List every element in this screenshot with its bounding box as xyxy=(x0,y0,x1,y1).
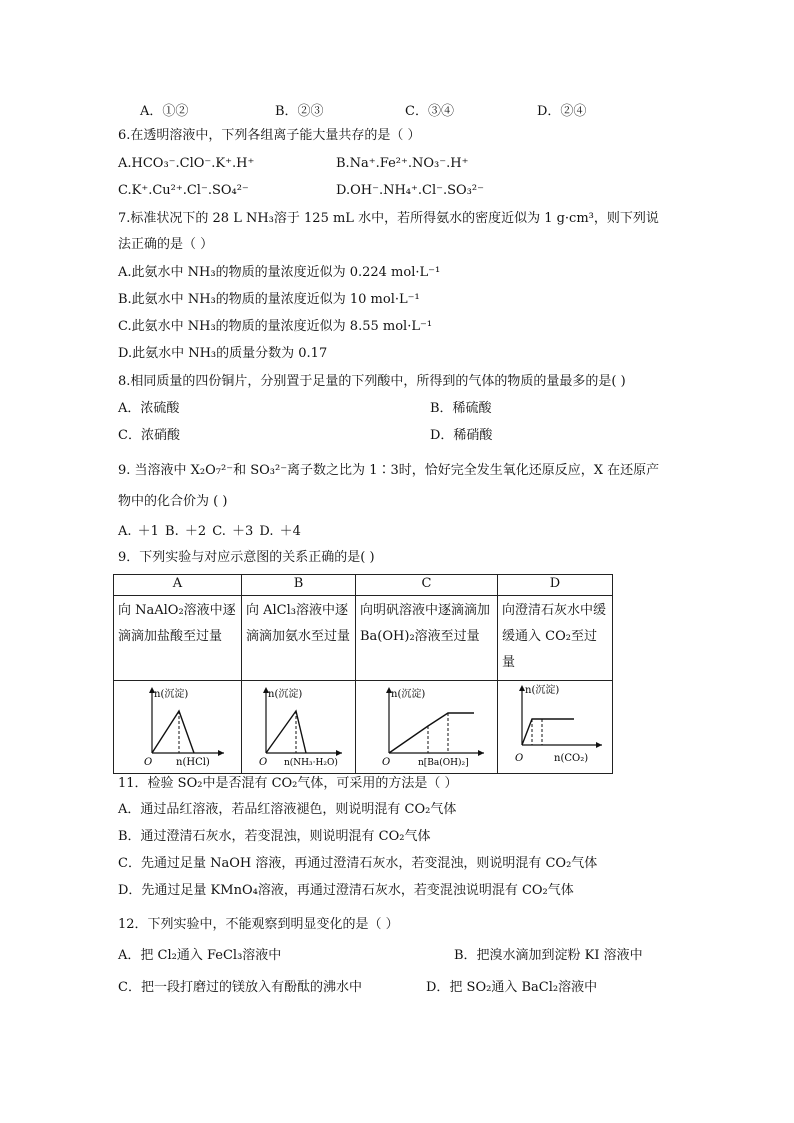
q8-option-d: D．稀硝酸 xyxy=(430,428,493,443)
q7-option-c: C.此氨水中 NH₃的物质的量浓度近似为 8.55 mol·L⁻¹ xyxy=(118,319,433,334)
graph-a-curve xyxy=(152,711,194,753)
q9a-options: A. ＋1 B. ＋2 C. ＋3 D. ＋4 xyxy=(118,524,301,539)
table-header-d: D xyxy=(498,575,613,596)
q12-option-c: C．把一段打磨过的镁放入有酚酞的沸水中 xyxy=(118,980,362,995)
q9a-stem-line1: 9. 当溶液中 X₂O₇²⁻和 SO₃²⁻离子数之比为 1∶3时，恰好完全发生氧化还原反应，X 在还原产 xyxy=(118,463,660,478)
q7-stem-line2: 法正确的是（ ） xyxy=(118,237,214,252)
q9a-stem-line2: 物中的化合价为 ( ) xyxy=(118,494,228,509)
table-desc-a: 向 NaAlO₂溶液中逐滴滴加盐酸至过量 xyxy=(114,596,242,681)
q6-option-b: B.Na⁺.Fe²⁺.NO₃⁻.H⁺ xyxy=(336,156,469,171)
graph-d-x-label: n(CO₂) xyxy=(554,753,589,764)
graph-b-curve xyxy=(266,711,306,753)
graph-d-cell xyxy=(498,681,613,774)
graph-c-cell xyxy=(356,681,498,774)
q11-option-d: D．先通过足量 KMnO₄溶液，再通过澄清石灰水，若变混浊说明混有 CO₂气体 xyxy=(118,883,574,898)
graph-c-y-label: n(沉淀) xyxy=(391,689,426,700)
graph-c-x-arrow xyxy=(478,750,484,756)
q11-stem: 11．检验 SO₂中是否混有 CO₂气体，可采用的方法是（ ） xyxy=(118,776,458,791)
table-desc-c: 向明矾溶液中逐滴滴加 Ba(OH)₂溶液至过量 xyxy=(356,596,498,681)
q6-option-d: D.OH⁻.NH₄⁺.Cl⁻.SO₃²⁻ xyxy=(336,183,484,198)
graph-c xyxy=(356,681,497,769)
graph-c-origin: O xyxy=(382,757,391,768)
graph-b xyxy=(242,681,355,769)
graph-a-origin: O xyxy=(144,757,153,768)
q8-option-b: B．稀硫酸 xyxy=(430,401,492,416)
q12-option-a: A．把 Cl₂通入 FeCl₃溶液中 xyxy=(118,948,282,963)
q8-option-c: C．浓硝酸 xyxy=(118,428,180,443)
graph-b-x-arrow xyxy=(336,750,342,756)
table-header-c: C xyxy=(356,575,498,596)
q8-option-a: A．浓硫酸 xyxy=(118,401,180,416)
table-header-b: B xyxy=(242,575,356,596)
q9b-stem: 9．下列实验与对应示意图的关系正确的是( ) xyxy=(118,550,375,565)
q12-option-d: D．把 SO₂通入 BaCl₂溶液中 xyxy=(426,980,598,995)
q6-stem: 6.在透明溶液中，下列各组离子能大量共存的是（ ） xyxy=(118,128,421,143)
q7-option-b: B.此氨水中 NH₃的物质的量浓度近似为 10 mol·L⁻¹ xyxy=(118,292,420,307)
graph-b-y-label: n(沉淀) xyxy=(268,689,303,700)
graph-d xyxy=(498,681,612,769)
q6-option-a: A.HCO₃⁻.ClO⁻.K⁺.H⁺ xyxy=(118,156,255,171)
q11-option-a: A．通过品红溶液，若品红溶液褪色，则说明混有 CO₂气体 xyxy=(118,802,457,817)
q7-option-a: A.此氨水中 NH₃的物质的量浓度近似为 0.224 mol·L⁻¹ xyxy=(118,265,441,280)
option-a: A．①② xyxy=(140,104,189,119)
q12-stem: 12．下列实验中，不能观察到明显变化的是（ ） xyxy=(118,917,399,932)
graph-a xyxy=(114,681,241,769)
graph-d-x-arrow xyxy=(596,742,602,748)
option-d: D．②④ xyxy=(537,104,587,119)
graph-d-origin: O xyxy=(515,753,524,764)
q11-option-b: B．通过澄清石灰水，若变混浊，则说明混有 CO₂气体 xyxy=(118,829,431,844)
graph-a-y-label: n(沉淀) xyxy=(154,689,189,700)
q7-option-d: D.此氨水中 NH₃的质量分数为 0.17 xyxy=(118,346,328,361)
graph-c-curve xyxy=(389,713,474,753)
graph-b-cell xyxy=(242,681,356,774)
table-desc-b: 向 AlCl₃溶液中逐滴滴加氨水至过量 xyxy=(242,596,356,681)
q12-option-b: B．把溴水滴加到淀粉 KI 溶液中 xyxy=(454,948,643,963)
q11-option-c: C．先通过足量 NaOH 溶液，再通过澄清石灰水，若变混浊，则说明混有 CO₂气体 xyxy=(118,856,598,871)
q7-stem-line1: 7.标准状况下的 28 L NH₃溶于 125 mL 水中，若所得氨水的密度近似为 1 g·cm³，则下列说 xyxy=(118,211,659,226)
table-header-a: A xyxy=(114,575,242,596)
graph-b-origin: O xyxy=(259,757,268,768)
experiment-table xyxy=(113,574,613,774)
graph-b-x-label: n(NH₃·H₂O) xyxy=(284,758,338,768)
q6-option-c: C.K⁺.Cu²⁺.Cl⁻.SO₄²⁻ xyxy=(118,183,249,198)
option-c: C．③④ xyxy=(405,104,454,119)
table-desc-d: 向澄清石灰水中缓缓通入 CO₂至过量 xyxy=(498,596,613,681)
graph-d-y-label: n(沉淀) xyxy=(525,685,560,696)
option-b: B．②③ xyxy=(275,104,324,119)
graph-d-curve xyxy=(522,719,574,745)
graph-c-x-label: n[Ba(OH)₂] xyxy=(418,758,469,768)
graph-a-x-label: n(HCl) xyxy=(176,757,210,768)
graph-a-cell xyxy=(114,681,242,774)
graph-a-x-arrow xyxy=(218,750,224,756)
q8-stem: 8.相同质量的四份铜片，分别置于足量的下列酸中，所得到的气体的物质的量最多的是( ) xyxy=(118,374,626,389)
